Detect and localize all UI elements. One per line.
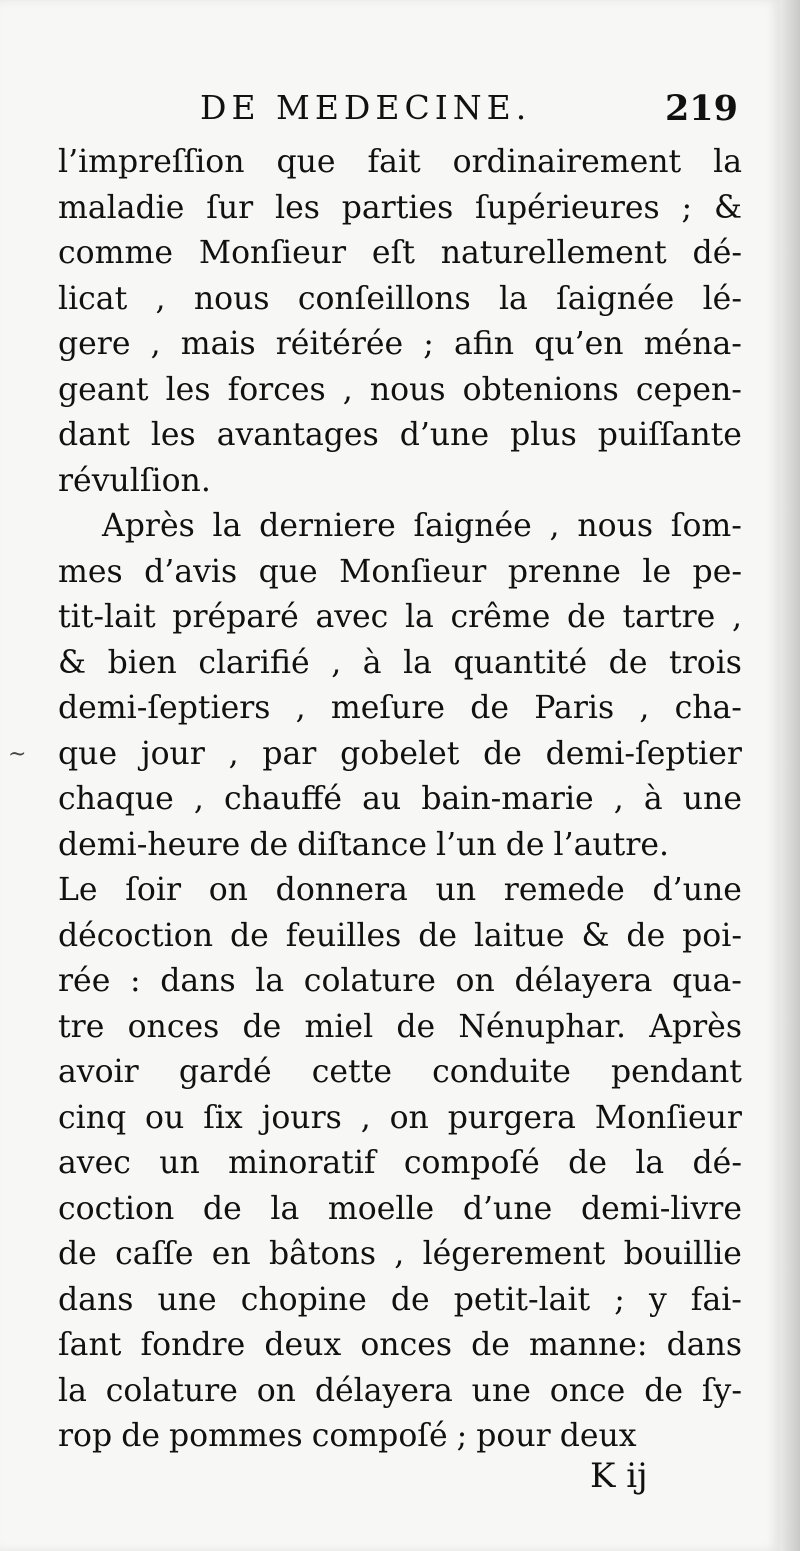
text-line: tre onces de miel de Nénuphar. Après <box>58 1008 742 1045</box>
text-line: tit-lait préparé avec la crême de tartre , <box>58 599 742 635</box>
text-line: l’impreſſion que fait ordinairement la <box>58 144 742 180</box>
text-line: demi-heure de diſtance l’un de l’autre. <box>58 826 670 863</box>
body-text <box>58 140 742 1460</box>
text-line: demi-ſeptiers , meſure de Paris , cha- <box>58 690 742 726</box>
text-line: que jour , par gobelet de demi-ſeptier <box>58 735 742 772</box>
text-line: chaque , chauffé au bain-marie , à une <box>58 781 742 817</box>
text-line: de caſſe en bâtons , légerement bouillie <box>58 1236 742 1272</box>
text-line: rée : dans la colature on délayera qua- <box>58 963 742 999</box>
running-title: DE MEDECINE. <box>200 88 532 127</box>
text-line: avoir gardé cette conduite pendant <box>58 1054 742 1090</box>
text-line: ſant fondre deux onces de manne: dans <box>58 1327 742 1363</box>
text-line: dant les avantages d’une plus puiſſante <box>58 417 742 453</box>
margin-mark: ~ <box>8 742 27 767</box>
text-line: Le ſoir on donnera un remede d’une <box>58 872 742 908</box>
text-line: maladie ſur les parties ſupérieures ; & <box>58 189 742 226</box>
page-header <box>200 88 738 132</box>
text-line: cinq ou ſix jours , on purgera Monſieur <box>58 1099 742 1136</box>
text-line: coction de la moelle d’une demi-livre <box>58 1190 742 1227</box>
text-line: mes d’avis que Monſieur prenne le pe- <box>58 553 742 590</box>
text-line: geant les forces , nous obtenions cepen- <box>58 371 742 408</box>
text-line: dans une chopine de petit-lait ; y fai- <box>58 1281 742 1318</box>
text-line: décoction de feuilles de laitue & de poi- <box>58 917 742 954</box>
text-line: rop de pommes compoſé ; pour deux <box>58 1418 637 1454</box>
text-line: avec un minoratif compoſé de la dé- <box>58 1145 742 1181</box>
page-number: 219 <box>664 88 738 129</box>
text-line: comme Monſieur eſt naturellement dé- <box>58 235 742 271</box>
page-edge <box>780 0 800 1551</box>
text-line: Après la derniere ſaignée , nous ſom- <box>102 508 742 544</box>
text-line: révulſion. <box>58 462 211 499</box>
signature-mark: K ij <box>590 1456 648 1496</box>
text-line: la colature on délayera une once de ſy- <box>58 1372 742 1409</box>
text-line: gere , mais réitérée ; afin qu’en ména- <box>58 326 742 362</box>
text-line: licat , nous conſeillons la ſaignée lé- <box>58 280 742 317</box>
text-line: & bien clarifié , à la quantité de trois <box>58 644 742 681</box>
